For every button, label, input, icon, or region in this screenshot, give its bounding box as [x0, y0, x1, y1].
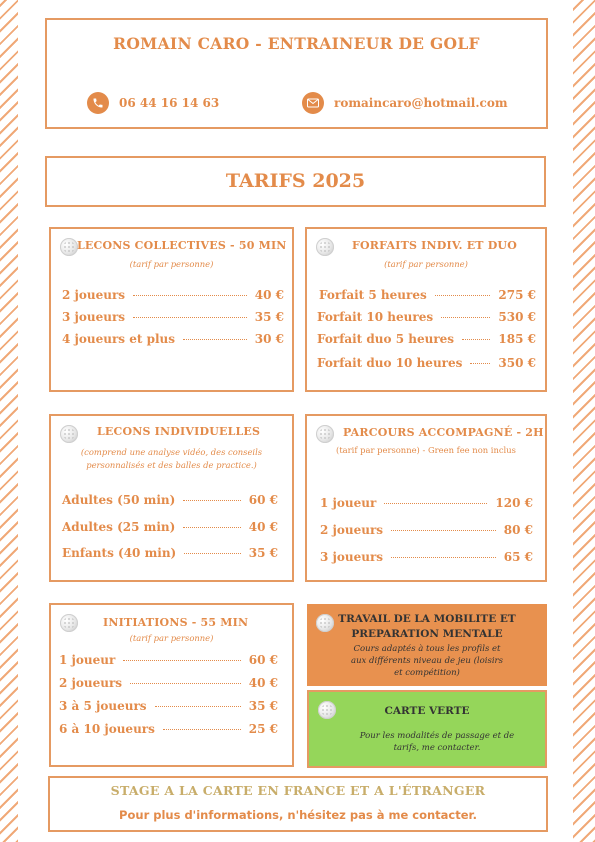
- price-row: 1 joueur 60 €: [59, 653, 278, 667]
- price-row: Forfait duo 5 heures 185 €: [317, 332, 536, 346]
- email-address: romaincaro@hotmail.com: [334, 96, 508, 110]
- mobilite-title: TRAVAIL DE LA MOBILITE ET: [338, 613, 516, 625]
- individuelles-subtitle: personnalisés et des balles de practice.): [86, 460, 257, 470]
- phone-icon: [87, 92, 109, 114]
- mail-icon: [302, 92, 324, 114]
- carte-verte-text: tarifs, me contacter.: [393, 743, 481, 753]
- price-row: Adultes (25 min) 40 €: [62, 520, 278, 534]
- carte-verte-card: [307, 690, 547, 768]
- individuelles-card: [49, 414, 294, 582]
- forfaits-title: FORFAITS INDIV. ET DUO: [352, 239, 518, 252]
- collectives-subtitle: (tarif par personne): [129, 259, 214, 269]
- initiations-title: INITIATIONS - 55 MIN: [103, 616, 249, 629]
- individuelles-title: LECONS INDIVIDUELLES: [97, 425, 261, 438]
- golf-ball-icon: [60, 425, 78, 443]
- forfaits-card: [305, 227, 547, 392]
- price-row: Enfants (40 min) 35 €: [62, 546, 278, 560]
- parcours-title: PARCOURS ACCOMPAGNÉ - 2H: [343, 426, 544, 439]
- mobilite-text: et compétition): [394, 668, 460, 678]
- price-row: 2 joueurs 40 €: [59, 676, 278, 690]
- individuelles-subtitle: (comprend une analyse vidéo, des conseils: [80, 447, 263, 457]
- carte-verte-title: CARTE VERTE: [384, 705, 470, 717]
- mobilite-text: aux différents niveau de jeu (loisirs: [351, 656, 503, 666]
- mobilite-text: Cours adaptés à tous les profils et: [353, 644, 501, 654]
- price-row: 3 à 5 joueurs 35 €: [59, 699, 278, 713]
- price-row: 3 joueurs 35 €: [62, 310, 284, 324]
- price-row: Forfait 10 heures 530 €: [317, 310, 536, 324]
- tarifs-title-box: [45, 156, 546, 207]
- price-row: Adultes (50 min) 60 €: [62, 493, 278, 507]
- mobilite-card: [307, 604, 547, 686]
- price-row: 4 joueurs et plus 30 €: [62, 332, 284, 346]
- email-contact[interactable]: [302, 92, 508, 114]
- price-row: Forfait duo 10 heures 350 €: [317, 356, 536, 370]
- header-box: [45, 18, 548, 129]
- price-row: 1 joueur 120 €: [320, 496, 533, 510]
- price-row: 6 à 10 joueurs 25 €: [59, 722, 278, 736]
- parcours-subtitle: (tarif par personne) - Green fee non inclus: [336, 445, 516, 455]
- carte-verte-text: Pour les modalités de passage et de: [359, 731, 515, 741]
- page-title: ROMAIN CARO - ENTRAINEUR DE GOLF: [113, 34, 480, 53]
- price-row: 2 joueurs 40 €: [62, 288, 284, 302]
- initiations-subtitle: (tarif par personne): [129, 633, 214, 643]
- mobilite-title: PREPARATION MENTALE: [351, 628, 503, 640]
- forfaits-subtitle: (tarif par personne): [384, 259, 468, 269]
- golf-ball-icon: [316, 425, 334, 443]
- stage-box: [48, 776, 548, 832]
- stage-text: Pour plus d'informations, n'hésitez pas à me contacter.: [119, 808, 477, 822]
- phone-contact[interactable]: [87, 92, 219, 114]
- collectives-title: LECONS COLLECTIVES - 50 MIN: [77, 239, 287, 252]
- parcours-card: [305, 414, 547, 582]
- golf-ball-icon: [316, 238, 334, 256]
- golf-ball-icon: [60, 238, 78, 256]
- collectives-card: [49, 227, 294, 392]
- price-row: 2 joueurs 80 €: [320, 523, 533, 537]
- golf-ball-icon: [60, 614, 78, 632]
- initiations-card: [49, 603, 294, 767]
- phone-number: 06 44 16 14 63: [119, 96, 220, 110]
- price-row: 3 joueurs 65 €: [320, 550, 533, 564]
- stage-title: STAGE A LA CARTE EN FRANCE ET A L'ÉTRANGER: [110, 783, 486, 798]
- tarifs-title: TARIFS 2025: [225, 170, 366, 192]
- price-row: Forfait 5 heures 275 €: [319, 288, 536, 302]
